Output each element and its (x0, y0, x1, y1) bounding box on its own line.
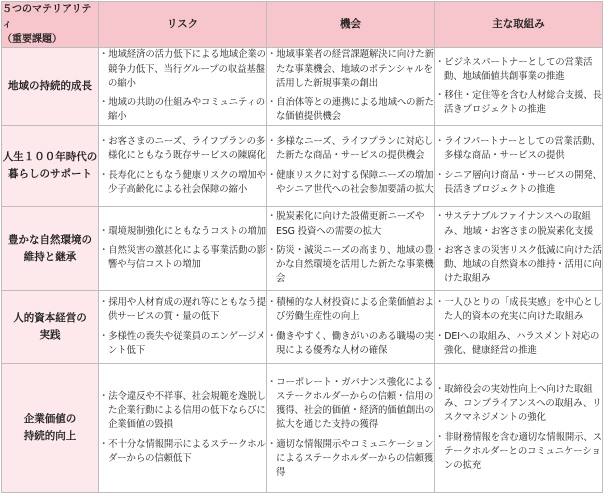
materiality-label-line: 実践 (39, 329, 61, 341)
risk-item (99, 48, 266, 91)
table-body (2, 48, 603, 493)
actions-list (435, 135, 602, 197)
opportunity-item-text: 積極的な人材投資による企業価値および労働生産性の向上 (276, 297, 434, 323)
bullet-icon: ・ (267, 438, 277, 450)
materiality-label-line: 維持と継承 (23, 250, 77, 263)
opportunity-item-text: 適切な情報開示やコミュニケーションによるステークホルダーからの信頼獲得 (276, 438, 434, 478)
bullet-icon: ・ (435, 244, 445, 256)
actions-item (435, 169, 602, 197)
opportunity-item (267, 135, 434, 163)
header-materiality (2, 2, 99, 48)
actions-item (435, 296, 602, 324)
bullet-icon: ・ (267, 211, 277, 223)
bullet-icon: ・ (435, 56, 445, 68)
bullet-icon: ・ (435, 330, 445, 342)
bullet-icon: ・ (435, 90, 445, 101)
header-risk: リスク (99, 2, 267, 48)
materiality-label-line: 人生１００年時代の (2, 151, 98, 163)
actions-item-text: ライフパートナーとしての営業活動、多様な商品・サービスの提供 (444, 136, 601, 162)
materiality-label-line: 企業価値の (23, 413, 77, 425)
opportunity-item-text: 自治体等との連携による地域への新たな価値提供機会 (276, 97, 434, 123)
risk-list (99, 296, 266, 358)
actions-item (435, 89, 602, 117)
risk-item-text: お客さまのニーズ、ライフプランの多様化にともなう既存サービスの陳腐化 (108, 136, 266, 162)
risk-item-text: 多様性の喪失や従業員のエンゲージメント低下 (108, 330, 266, 356)
actions-cell (435, 126, 603, 207)
header-row (2, 2, 603, 48)
materiality-label (2, 364, 99, 493)
bullet-icon: ・ (99, 330, 109, 342)
materiality-label-line: 豊かな自然環境の (8, 233, 92, 246)
risk-item (99, 390, 266, 433)
actions-item (435, 56, 602, 84)
actions-item-text: ビジネスパートナーとしての営業活動、地域価値共創事業の推進 (444, 56, 593, 82)
risk-item (99, 296, 266, 324)
actions-item-text: 非財務情報を含む適切な情報開示、ステークホルダーとのコミュニケーションの拡充 (444, 431, 602, 471)
table-row (2, 364, 603, 493)
opportunity-item-text: 地域事業者の経営課題解決に向けた新たな事業機会、地域のポテンシャルを活用した新規事業の創出 (276, 49, 434, 89)
opportunity-item-text: 脱炭素化に向けた設備更新ニーズや ESG 投資への需要の拡大 (276, 211, 425, 237)
bullet-icon: ・ (435, 136, 445, 148)
actions-cell (435, 207, 603, 291)
risk-item-text: 長寿化にともなう健康リスクの増加や少子高齢化による社会保障の縮小 (108, 169, 266, 195)
header-opportunity: 機会 (267, 2, 435, 48)
bullet-icon: ・ (435, 169, 445, 181)
bullet-icon: ・ (99, 390, 109, 402)
bullet-icon: ・ (435, 431, 445, 443)
materiality-label (2, 207, 99, 291)
materiality-label (2, 291, 99, 364)
actions-item (435, 244, 602, 287)
opportunity-item (267, 296, 434, 324)
risk-item-text: 地域の共助の仕組みやコミュニティの縮小 (108, 97, 266, 123)
actions-item (435, 135, 602, 163)
risk-cell (99, 48, 267, 126)
opportunity-item (267, 330, 434, 358)
opportunity-item (267, 96, 434, 124)
bullet-icon: ・ (435, 297, 445, 309)
actions-cell (435, 364, 603, 493)
actions-list (435, 210, 602, 286)
risk-cell (99, 126, 267, 207)
bullet-icon: ・ (267, 376, 277, 388)
opportunity-item (267, 48, 434, 91)
bullet-icon: ・ (99, 136, 109, 148)
actions-item-text: サステナブルファイナンスへの取組み、地域・お客さまの脱炭素化支援 (444, 211, 593, 237)
risk-list (99, 225, 266, 273)
opportunity-list (267, 376, 434, 480)
risk-item (99, 330, 266, 358)
actions-cell (435, 48, 603, 126)
risk-item-text: 法令違反や不祥事、社会規範を逸脱した企業行動による信用の低下ならびに企業価値の毀損 (108, 390, 266, 431)
bullet-icon: ・ (267, 169, 277, 181)
header-materiality-line1: ５つのマテリアリティ (2, 4, 92, 30)
opportunity-item (267, 244, 434, 287)
actions-item-text: お客さまの災害リスク低減に向けた活動、地域の自然資本の維持・活用に向けた取組み (444, 244, 602, 285)
opportunity-cell (267, 291, 435, 364)
opportunity-list (267, 48, 434, 124)
bullet-icon: ・ (99, 244, 109, 256)
risk-item-text: 自然災害の激甚化による事業活動の影響や与信コストの増加 (108, 244, 266, 271)
opportunity-list (267, 210, 434, 286)
actions-list (435, 56, 602, 118)
risk-cell (99, 207, 267, 291)
risk-item-text: 不十分な情報開示によるステークホルダーからの信頼低下 (108, 438, 266, 464)
actions-item (435, 383, 602, 426)
bullet-icon: ・ (267, 97, 277, 109)
bullet-icon: ・ (435, 211, 445, 223)
actions-list (435, 296, 602, 358)
actions-item-text: DEIへの取組み、ハラスメント対応の強化、健康経営の推進 (444, 330, 600, 356)
opportunity-item (267, 376, 434, 433)
actions-item (435, 431, 602, 474)
bullet-icon: ・ (99, 49, 109, 61)
opportunity-item-text: 働きやすく、働きがいのある職場の実現による優秀な人材の確保 (276, 330, 434, 356)
opportunity-cell (267, 126, 435, 207)
opportunity-item-text: 多様なニーズ、ライフプランに対応した新たな商品・サービスの提供機会 (276, 136, 434, 162)
risk-item-text: 採用や人材育成の遅れ等にともなう提供サービスの質・量の低下 (108, 297, 266, 323)
actions-cell (435, 291, 603, 364)
bullet-icon: ・ (99, 438, 109, 450)
bullet-icon: ・ (99, 297, 109, 309)
materiality-label-line: 暮らしのサポート (8, 168, 92, 180)
bullet-icon: ・ (435, 383, 445, 395)
risk-cell (99, 364, 267, 493)
risk-list (99, 135, 266, 197)
risk-item (99, 438, 266, 466)
actions-list (435, 383, 602, 473)
header-actions: 主な取組み (435, 2, 603, 48)
risk-list (99, 390, 266, 466)
risk-item (99, 244, 266, 272)
actions-item (435, 210, 602, 238)
risk-item-text: 地域経済の活力低下による地域企業の競争力低下、当行グループの収益基盤の縮小 (108, 49, 266, 89)
actions-item-text: 取締役会の実効性向上へ向けた取組み、コンプライアンスへの取組み、リスクマネジメントの強化 (444, 383, 602, 424)
bullet-icon: ・ (267, 330, 277, 342)
risk-item (99, 225, 266, 239)
opportunity-list (267, 296, 434, 358)
opportunity-item-text: 防災・減災ニーズの高まり、地域の豊かな自然環境を活用した新たな事業機会 (276, 244, 434, 285)
actions-item-text: シニア層向け商品・サービスの開発、長活きプロジェクトの推進 (444, 169, 602, 195)
risk-item (99, 135, 266, 163)
risk-item (99, 169, 266, 197)
table-row (2, 48, 603, 126)
risk-item-text: 環境規制強化にともなうコストの増加 (108, 225, 266, 237)
opportunity-item (267, 210, 434, 238)
bullet-icon: ・ (99, 97, 109, 109)
materiality-label-line: 人的資本経営の (13, 312, 87, 324)
opportunity-cell (267, 207, 435, 291)
bullet-icon: ・ (99, 225, 109, 237)
opportunity-item (267, 438, 434, 481)
risk-list (99, 48, 266, 124)
opportunity-cell (267, 48, 435, 126)
materiality-label-line: 持続的向上 (23, 430, 77, 442)
materiality-label-line: 地域の持続的成長 (8, 80, 92, 92)
table-row (2, 207, 603, 291)
risk-cell (99, 291, 267, 364)
opportunity-item-text: コーポレート・ガバナンス強化によるステークホルダーからの信頼・信用の獲得、社会的価値・経済的価値創出の拡大を通じた支持の獲得 (276, 376, 434, 431)
actions-item-text: 移住・定住等を含む人材総合支援、長活きプロジェクトの推進 (444, 90, 602, 116)
materiality-table (1, 1, 603, 493)
bullet-icon: ・ (267, 49, 277, 61)
bullet-icon: ・ (267, 136, 277, 148)
bullet-icon: ・ (267, 297, 277, 309)
table-row (2, 291, 603, 364)
bullet-icon: ・ (99, 169, 109, 181)
actions-item-text: 一人ひとりの「成長実感」を中心とした人的資本の充実に向けた取組み (444, 297, 602, 323)
materiality-label (2, 48, 99, 126)
opportunity-list (267, 135, 434, 197)
actions-item (435, 330, 602, 358)
materiality-label (2, 126, 99, 207)
opportunity-item (267, 169, 434, 197)
table-row (2, 126, 603, 207)
opportunity-item-text: 健康リスクに対する保障ニーズの増加やシニア世代への社会参加要請の拡大 (276, 169, 434, 195)
header-materiality-line2: （重要課題） (2, 34, 62, 45)
risk-item (99, 96, 266, 124)
opportunity-cell (267, 364, 435, 493)
bullet-icon: ・ (267, 244, 277, 256)
